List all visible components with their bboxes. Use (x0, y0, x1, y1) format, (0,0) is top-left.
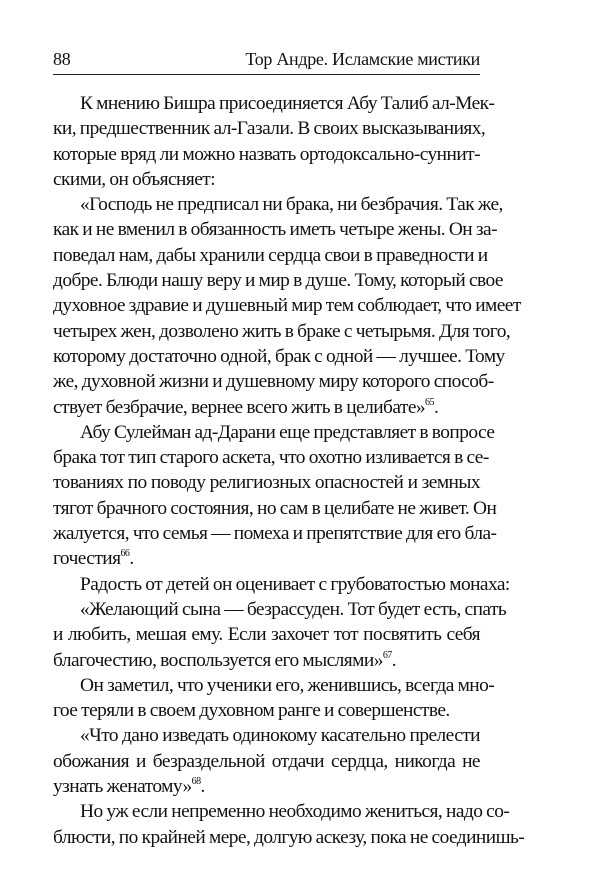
text-line (53, 91, 495, 116)
text-line (53, 116, 486, 141)
line-text: добре. Блюди нашу веру и мир в душе. Тому, который свое (53, 270, 503, 292)
line-text: блюсти, по крайней мере, долгую аскезу, пока не соединишь- (53, 826, 525, 848)
text-line (53, 648, 480, 673)
line-text: Он заметил, что ученики его, женившись, всегда мно- (80, 674, 495, 696)
footnote-ref: 67 (382, 649, 392, 661)
line-text: Абу Сулейман ад-Дарани еще представляет в вопросе (80, 421, 495, 443)
paragraph (53, 673, 495, 724)
line-text: тованиях по поводу религиозных опасностей и земных (53, 472, 480, 494)
trailing-punctuation: . (391, 649, 397, 671)
line-text: как и не вменил в обязанность иметь четыре жены. Он за- (53, 219, 497, 241)
text-line (53, 521, 497, 546)
page-number: 88 (53, 49, 71, 69)
line-text: же, духовной жизни и душевному миру которого способ- (53, 371, 494, 393)
line-text: ствует безбрачие, вернее всего жить в целибате» (53, 396, 426, 418)
text-line (53, 293, 521, 318)
line-text: поведал нам, дабы хранили сердца свои в праведности и (53, 244, 488, 266)
text-line (53, 799, 510, 824)
text-line (53, 344, 505, 369)
footnote-ref: 66 (120, 548, 130, 560)
line-text: жалуется, что семья — помеха и препятствие для его бла- (53, 523, 497, 545)
paragraph (53, 799, 525, 850)
line-text: узнать женатому» (53, 776, 192, 798)
trailing-punctuation: . (129, 548, 134, 570)
line-text: брака тот тип старого аскета, что охотно изливается в се- (53, 447, 489, 469)
line-text: духовное здравие и душевный мир тем соблюдает, что имеет (53, 295, 521, 317)
line-text: и любить, мешая ему. Если захочет тот посвятить себя (53, 624, 480, 646)
line-text: которому достаточно одной, брак с одной — лучшее. Тому (53, 345, 505, 367)
footnote-ref: 65 (425, 396, 434, 408)
text-line (53, 749, 480, 774)
text-line (53, 673, 495, 698)
line-text: Но уж если непременно необходимо жениться, надо со- (80, 801, 510, 823)
paragraph (53, 192, 521, 420)
text-line (53, 192, 503, 217)
line-text: Радость от детей он оценивает с грубоватостью монаха: (80, 573, 510, 595)
text-line (53, 546, 480, 571)
line-text: «Господь не предписал ни брака, ни безбрачия. Так же, (80, 194, 503, 216)
paragraph (53, 723, 480, 799)
line-text: К мнению Бишра присоединяется Абу Талиб ал-Мек- (80, 93, 495, 114)
text-line (53, 572, 510, 597)
trailing-punctuation: . (200, 776, 205, 798)
paragraph (53, 91, 495, 192)
page-body (53, 91, 525, 850)
text-line (53, 723, 480, 748)
text-line (53, 395, 480, 420)
text-line (53, 420, 495, 445)
text-line (53, 369, 494, 394)
line-text: четырех жен, дозволено жить в браке с четырьмя. Для того, (53, 320, 511, 342)
text-line (53, 142, 480, 167)
footnote-ref: 68 (191, 776, 201, 788)
line-text: тягот брачного состояния, но сам в целибате не живет. Он (53, 497, 497, 519)
text-line (53, 597, 507, 622)
text-line (53, 825, 525, 850)
text-line (53, 496, 497, 521)
text-line (53, 243, 488, 268)
text-line (53, 470, 480, 495)
running-title: Тор Андре. Исламские мистики (245, 49, 480, 69)
paragraph (53, 420, 497, 572)
text-line (53, 319, 511, 344)
text-line (53, 774, 480, 799)
trailing-punctuation: . (433, 396, 439, 418)
line-text: «Что дано изведать одинокому касательно прелести (80, 725, 480, 747)
running-header (53, 44, 480, 75)
paragraph (53, 572, 510, 597)
line-text: скими, он объясняет: (53, 168, 216, 190)
line-text: которые вряд ли можно назвать ортодоксально-суннит- (53, 143, 480, 165)
text-line (53, 445, 489, 470)
line-text: «Желающий сына — безрассуден. Тот будет есть, спать (80, 598, 507, 620)
text-line (53, 698, 480, 723)
line-text: благочестию, воспользуется его мыслями» (53, 649, 383, 671)
text-line (53, 268, 503, 293)
text-line (53, 217, 497, 242)
text-line (53, 622, 480, 647)
text-line (53, 167, 480, 192)
paragraph (53, 597, 507, 673)
line-text: гое теряли в своем духовном ранге и совершенстве. (53, 700, 450, 722)
line-text: обожания и безраздельной отдачи сердца, никогда не (53, 750, 480, 772)
line-text: гочестия (53, 548, 121, 570)
line-text: ки, предшественник ал-Газали. В своих высказываниях, (53, 118, 486, 140)
